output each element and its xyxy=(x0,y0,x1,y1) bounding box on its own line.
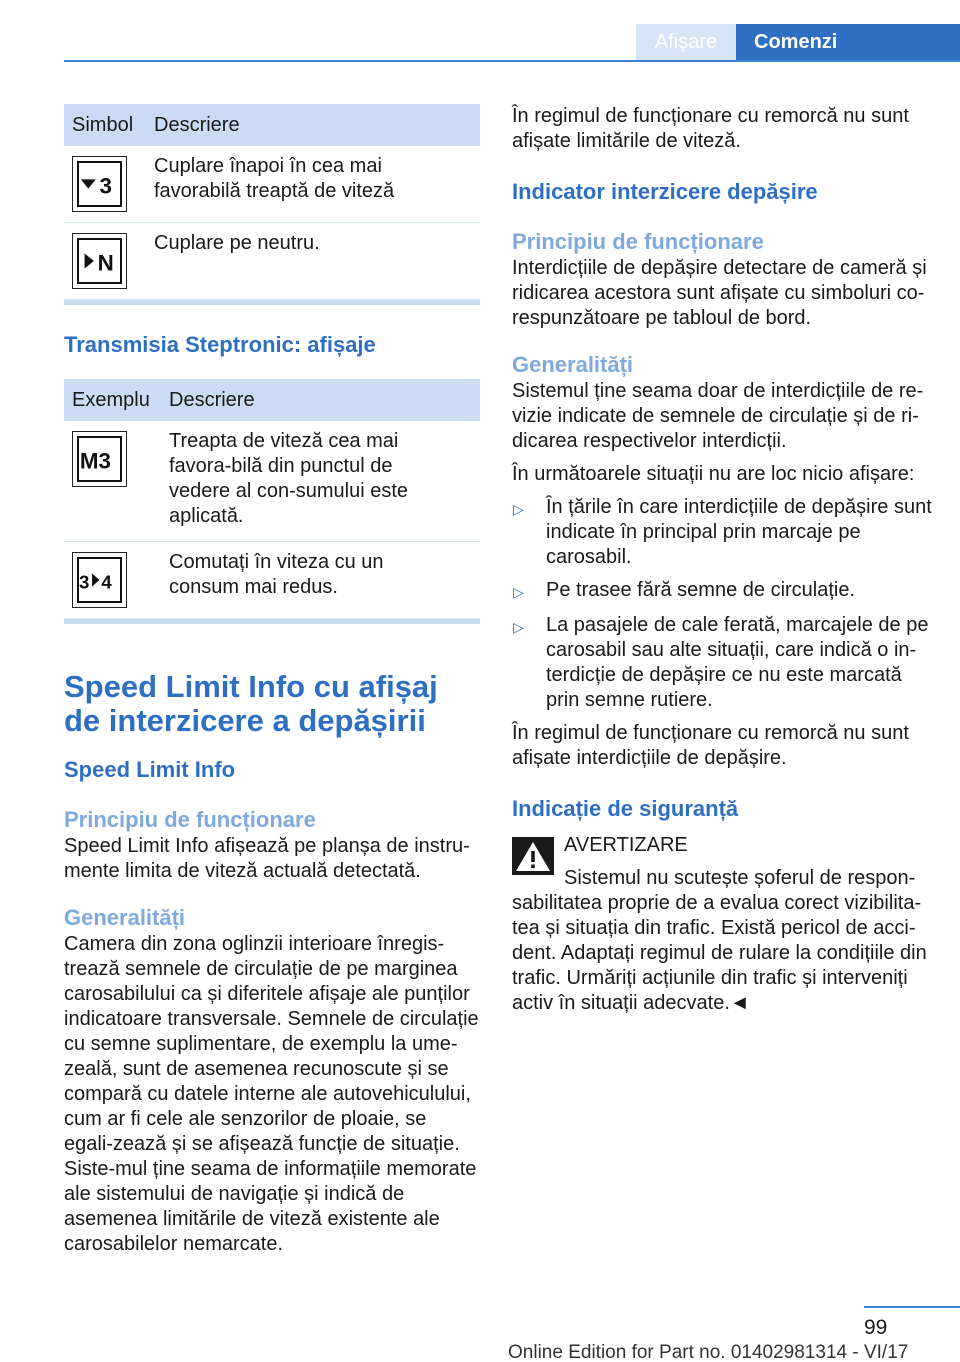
table-cell-desc: Treapta de viteză cea mai favora-bilă din punctul de vedere al con-sumului este aplicată. xyxy=(161,421,480,542)
principle-text: Interdicțiile de depășire detectare de cameră și ridicarea acestora sunt afișate cu simboluri co-respunzătoare pe tabloul de bord. xyxy=(512,257,927,329)
principle-title: Principiu de funcționare xyxy=(512,229,764,254)
svg-text:3: 3 xyxy=(79,571,90,593)
tab-afisare[interactable]: Afișare xyxy=(636,24,736,61)
list-item: ▷ În țările în care interdicțiile de depășire sunt indicate în principal prin marcaje pe carosabil. xyxy=(513,496,932,568)
table-cell-desc: Comutați în viteza cu un consum mai redus. xyxy=(161,542,480,619)
bullet-triangle-icon: ▷ xyxy=(513,584,524,600)
symbol-table xyxy=(64,104,480,300)
principle-text: Speed Limit Info afișează pe planșa de instru-mente limita de viteză actuală detectată. xyxy=(64,835,470,882)
general-title: Generalități xyxy=(64,905,186,930)
general-text: Sistemul ține seama doar de interdicțiile de re-vizie indicate de semnele de circulație și de ri-dicarea respectivelor interdicții. xyxy=(512,380,924,452)
svg-text:M3: M3 xyxy=(79,448,111,472)
table-cell-desc: Cuplare înapoi în cea mai favorabilă treaptă de viteză xyxy=(146,146,480,223)
general-title: Generalități xyxy=(512,352,634,377)
trailer-speed-text: În regimul de funcționare cu remorcă nu sunt afișate limitările de viteză. xyxy=(512,105,909,152)
table-header-description: Descriere xyxy=(146,104,480,146)
table-end-rule xyxy=(64,619,480,624)
section-title-safety: Indicație de siguranță xyxy=(512,796,739,821)
no-display-list xyxy=(512,495,932,713)
table-cell-desc: Cuplare pe neutru. xyxy=(146,223,480,300)
bullet-triangle-icon: ▷ xyxy=(513,501,524,517)
warning-text-rest: sabilitatea proprie de a evalua corect vizibilita-tea și situația din trafic. Există pericol de acci-dent. Adaptați regimul de rulare la condițiile din trafic. Urmăriți acțiunile din trafic și interveniți activ în situații adecvate.◄ xyxy=(512,892,927,1014)
table-end-rule xyxy=(64,300,480,305)
svg-text:4: 4 xyxy=(101,571,112,593)
no-display-intro: În următoarele situații nu are loc nicio afișare: xyxy=(512,463,915,485)
table-row xyxy=(64,421,480,542)
warning-triangle-icon xyxy=(512,837,554,875)
tab-comenzi[interactable]: Comenzi xyxy=(736,24,960,61)
downshift-3-icon xyxy=(72,156,127,212)
right-column xyxy=(512,104,932,1016)
svg-text:N: N xyxy=(97,250,114,274)
warning-text-first: Sistemul nu scutește șoferul de respon- xyxy=(564,867,916,889)
main-section-title: Speed Limit Info cu afișaj de interzicere a depășirii xyxy=(64,669,438,738)
table-row xyxy=(64,223,480,300)
table-header-example: Exemplu xyxy=(64,379,161,421)
table-header-symbol: Simbol xyxy=(64,104,146,146)
section-title-steptronic: Transmisia Steptronic: afișaje xyxy=(64,332,376,357)
section-title-no-overtake: Indicator interzicere depășire xyxy=(512,179,818,204)
list-item: ▷ La pasajele de cale ferată, marcajele de pe carosabil sau alte situații, care indică o in-terdicție de depășire ce nu este marcată prin semne rutiere. xyxy=(513,614,929,711)
general-text: Camera din zona oglinzii interioare înregis-trează semnele de circulație de pe marginea carosabilului ca și diferitele afișaje ale punților indicatoare transversale. Semnele de circulație cu semne suplimentare, de exemplu la ume-zeală, sunt de asemenea recunoscute și se compară cu datele interne ale autovehiculului, cum ar fi cele ale senzorilor de ploaie, se egali-zează și se afișează funcție de situație. Siste-mul ține seama de informațiile memorate ale sistemului de navigație și indică de asemenea limitările de viteză existente ale carosabilelor nemarcate. xyxy=(64,933,479,1255)
warning-label: AVERTIZARE xyxy=(564,834,688,856)
table-row xyxy=(64,146,480,223)
neutral-N-icon xyxy=(72,233,127,289)
gear-M3-icon xyxy=(72,431,127,487)
subsection-title-speed-limit-info: Speed Limit Info xyxy=(64,757,236,782)
upshift-3-4-icon xyxy=(72,552,127,608)
page-number: 99 xyxy=(864,1316,888,1339)
svg-text:3: 3 xyxy=(99,173,112,197)
example-table xyxy=(64,379,480,619)
list-item: ▷ Pe trasee fără semne de circulație. xyxy=(512,578,932,605)
left-column xyxy=(64,100,480,1257)
footer-edition: Online Edition for Part no. 01402981314 - VI/17 xyxy=(508,1342,909,1362)
table-header-description: Descriere xyxy=(161,379,480,421)
header-rule xyxy=(64,60,960,62)
bullet-triangle-icon: ▷ xyxy=(513,619,524,635)
warning-block xyxy=(512,833,932,1016)
footer-rule xyxy=(864,1306,960,1308)
principle-title: Principiu de funcționare xyxy=(64,807,316,832)
table-row xyxy=(64,542,480,619)
trailer-overtake-text: În regimul de funcționare cu remorcă nu sunt afișate interdicțiile de depășire. xyxy=(512,722,909,769)
